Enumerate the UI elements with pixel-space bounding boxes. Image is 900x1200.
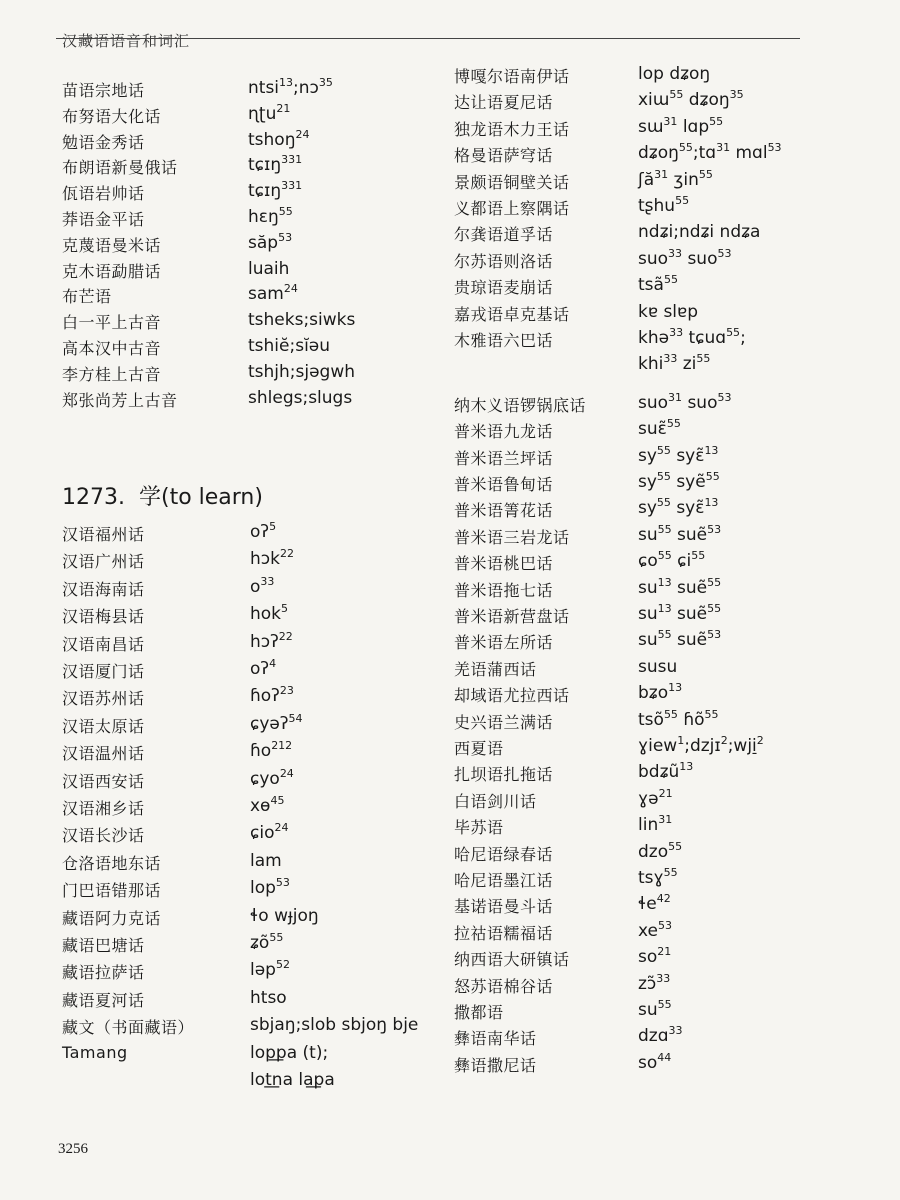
language-name: 苗语宗地话 [62,81,145,100]
phonetic-form: sam$^{24}$ [248,282,298,305]
phonetic-form: ɕyəʔ$^{54}$ [250,711,303,734]
phonetic-form: luaih [248,258,290,279]
language-name: 白一平上古音 [62,313,162,333]
phonetic-form: ʃă$^{31}$ ʒin$^{55}$ [638,167,713,190]
phonetic-form: xiɯ$^{55}$ dʑoŋ$^{35}$ [638,88,744,111]
language-name: 景颇语铜壁关话 [454,172,570,192]
language-name: 汉语湘乡话 [62,799,145,818]
phonetic-form: sɯ$^{31}$ lɑp$^{55}$ [638,114,724,137]
phonetic-form: ʑõ$^{55}$ [250,931,284,953]
phonetic-form: ɬo wɟjoŋ [250,905,319,926]
phonetic-form: kɐ slɐp [638,301,699,322]
language-name: 高本汉中古音 [62,339,162,358]
section-number: 1273. [62,485,125,510]
language-name: 普米语新营盘话 [454,607,570,626]
phonetic-form: ɕo$^{55}$ ɕi$^{55}$ [638,549,706,572]
phonetic-form: tshjh;sjǝgwh [248,361,356,382]
language-name: 郑张尚芳上古音 [62,390,178,410]
language-name: 尔苏语则洛话 [454,251,554,271]
language-name: 汉语苏州话 [62,689,145,709]
phonetic-form: tsɣ$^{55}$ [638,866,678,888]
language-name: 藏语拉萨话 [62,963,145,983]
phonetic-form: khə$^{33}$ tɕuɑ$^{55}$; [638,326,746,348]
phonetic-form: xɵ$^{45}$ [250,794,285,816]
phonetic-form: khi$^{33}$ $zi^{55}$ [638,352,711,375]
language-name: 达让语夏尼话 [454,93,554,113]
language-name: Tamang [62,1042,128,1062]
language-name: 藏语阿力克话 [62,908,162,928]
language-name: 汉语温州话 [62,744,145,764]
language-name: 怒苏语棉谷话 [454,976,554,996]
phonetic-form: lot͟na la͟pa [250,1070,335,1090]
phonetic-form: hɔʔ$^{22}$ [250,629,293,652]
language-name: 格曼语萨穹话 [454,146,554,166]
header-rule [56,38,800,39]
language-name: 白语剑川话 [454,791,537,811]
language-name: 普米语鲁甸话 [454,475,554,494]
phonetic-form: tsheks;siwks [248,310,356,331]
phonetic-form: oʔ$^5$ [250,520,277,542]
language-name: 门巴语错那话 [62,881,162,901]
phonetic-form: bdʑũ$^{13}$ [638,760,694,783]
phonetic-form: suɛ̃$^{55}$ [638,417,681,440]
running-head: 汉藏语语音和词汇 [62,32,191,50]
language-name: 木雅语六巴话 [454,331,554,350]
phonetic-form: ɕio$^{24}$ [250,821,289,844]
language-name: 史兴语兰满话 [454,712,554,732]
language-name: 拉祜语糯福话 [454,923,554,943]
language-name: 贵琼语麦崩话 [454,278,554,298]
language-name: 哈尼语绿春话 [454,844,554,864]
phonetic-form: suo$^{31}$ suo$^{53}$ [638,390,732,413]
phonetic-form: lop͟pa (t); [250,1042,329,1063]
language-name: 扎坝语扎拖话 [454,765,554,785]
phonetic-form: $sy^{55}$ syɛ̃$^{13}$ [638,496,719,519]
language-name: 汉语厦门话 [62,662,145,681]
language-name: 普米语桃巴话 [454,554,554,574]
language-name: 毕苏语 [454,818,504,838]
language-name: 汉语西安话 [62,771,145,791]
language-name: 基诺语曼斗话 [454,897,554,917]
phonetic-form: ləp$^{52}$ [250,958,290,981]
language-name: 普米语兰坪话 [454,448,554,468]
phonetic-form: hok$^5$ [250,602,289,625]
language-name: 汉语海南话 [62,579,145,599]
phonetic-form: susu [638,656,678,677]
language-name: 纳西语大研镇话 [454,950,570,970]
phonetic-form: $so^{21}$ [638,945,672,968]
phonetic-form: tsõ$^{55}$ ɦõ$^{55}$ [638,707,719,730]
phonetic-form: $sy^{55}$ syɛ̃$^{13}$ [638,443,719,466]
phonetic-form: $su^{13}$ suẽ$^{55}$ [638,602,722,624]
phonetic-form: ndʑi;ndʑi ndʑa [638,222,761,243]
phonetic-form: shlegs;slugs [248,387,353,408]
language-name: 纳木义语锣锅底话 [454,395,587,415]
section-heading [62,480,263,511]
phonetic-form: $so^{44}$ [638,1050,672,1073]
phonetic-form: ntsi$^{13}$;nɔ$^{35}$ [248,76,333,98]
language-name: 布努语大化话 [62,106,162,126]
phonetic-form: suo$^{33}$ suo$^{53}$ [638,246,732,269]
language-name: 莽语金平话 [62,210,145,229]
language-name: 普米语九龙话 [454,422,554,442]
language-name: 汉语福州话 [62,525,145,544]
language-name: 克蔑语曼米话 [62,235,162,255]
language-name: 普米语三岩龙话 [454,527,570,547]
phonetic-form: oʔ$^4$ [250,657,277,679]
phonetic-form: bʑo$^{13}$ [638,681,683,704]
language-name: 羌语蒲西话 [454,659,537,679]
language-name: 汉语梅县话 [62,607,145,627]
phonetic-form: dzɑ$^{33}$ [638,1024,683,1047]
language-name: 布朗语新曼俄话 [62,158,178,178]
phonetic-form: tshiĕ;sĭǝu [248,336,331,356]
phonetic-form: lop dʑoŋ [638,64,711,84]
language-name: 藏语夏河话 [62,990,145,1010]
phonetic-form: dzo$^{55}$ [638,839,683,862]
language-name: 藏文（书面藏语） [62,1018,195,1038]
language-name: 藏语巴塘话 [62,936,145,955]
phonetic-form: ɣiew$^1$;dzjɪ$^2$;wji̠$^2$ [638,734,764,756]
phonetic-form: dʑoŋ$^{55}$;tɑ$^{31}$ mɑl$^{53}$ [638,141,782,164]
phonetic-form: $o^{33}$ [250,574,275,597]
phonetic-form: tʂhu$^{55}$ [638,194,690,216]
phonetic-form: hɛŋ$^{55}$ [248,205,293,227]
phonetic-form: $sy^{55}$ syẽ$^{55}$ [638,470,720,492]
language-name: 克木语勐腊话 [62,261,162,281]
language-name: 李方桂上古音 [62,364,162,384]
language-name: 布芒语 [62,287,112,307]
phonetic-form: lin$^{31}$ [638,813,673,836]
language-name: 汉语广州话 [62,552,145,572]
language-name: 尔龚语道孚话 [454,225,554,245]
language-name: 嘉戎语卓克基话 [454,304,570,324]
phonetic-form: htso [250,987,287,1008]
language-name: 西夏语 [454,739,504,758]
language-name: 勉语金秀话 [62,132,145,152]
phonetic-form: zɔ̃$^{33}$ [638,971,671,994]
language-name: 义都语上察隅话 [454,199,570,218]
phonetic-form: ɦoʔ$^{23}$ [250,684,294,707]
language-name: 独龙语木力王话 [454,119,570,139]
phonetic-form: tsã$^{55}$ [638,273,678,296]
phonetic-form: tɕɪŋ$^{331}$ [248,153,303,176]
language-name: 普米语左所话 [454,633,554,653]
language-name: 汉语长沙话 [62,826,145,846]
phonetic-form: $xe^{53}$ [638,918,672,941]
phonetic-form: ɕyo$^{24}$ [250,766,294,789]
phonetic-form: $su^{55}$ suẽ$^{53}$ [638,628,722,651]
phonetic-form: ɦo$^{212}$ [250,739,293,762]
language-name: 仓洛语地东话 [62,853,162,873]
section-title: 学(to learn) [138,485,263,510]
language-name: 撒都语 [454,1003,504,1022]
phonetic-form: ɬe$^{42}$ [638,892,671,915]
phonetic-form: sbjaŋ;slob sbjoŋ bje [250,1015,419,1036]
phonetic-form: tɕɪŋ$^{331}$ [248,179,303,202]
language-name: 博嘎尔语南伊话 [454,67,570,86]
language-name: 普米语拖七话 [454,580,554,600]
phonetic-form: $su^{55}$ suẽ$^{53}$ [638,522,722,545]
language-name: 汉语南昌话 [62,634,145,654]
language-name: 彝语撒尼话 [454,1055,537,1075]
language-name: 汉语太原话 [62,716,145,736]
phonetic-form: ɳʈu$^{21}$ [248,101,291,124]
phonetic-form: lop$^{53}$ [250,876,290,899]
phonetic-form: săp$^{53}$ [248,230,293,253]
phonetic-form: $su^{55}$ [638,998,672,1020]
language-name: 彝语南华话 [454,1029,537,1049]
phonetic-form: ɣə$^{21}$ [638,786,673,809]
phonetic-form: lam [250,850,282,871]
phonetic-form: $su^{13}$ suẽ$^{55}$ [638,575,722,598]
language-name: 佤语岩帅话 [62,184,145,204]
language-name: 哈尼语墨江话 [454,871,554,890]
page-number: 3256 [58,1141,88,1157]
phonetic-form: hɔk$^{22}$ [250,547,294,570]
language-name: 却域语尤拉西话 [454,686,570,706]
phonetic-form: tshoŋ$^{24}$ [248,127,310,150]
language-name: 普米语箐花话 [454,501,554,521]
